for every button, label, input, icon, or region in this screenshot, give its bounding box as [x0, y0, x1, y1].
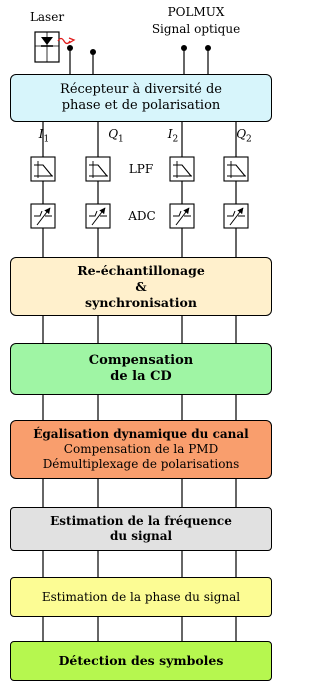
channel-label-i2: $I_2$	[167, 127, 179, 145]
resampling-block	[10, 257, 272, 316]
lpf-label: LPF	[128, 162, 154, 176]
eq-title: Égalisation dynamique du canal	[33, 427, 249, 441]
cd-line2: de la CD	[110, 369, 172, 384]
eq-line3: Démultiplexage de polarisations	[42, 457, 240, 471]
detect-label: Détection des symboles	[58, 653, 224, 668]
freq-line2: du signal	[109, 529, 173, 543]
receiver-line2: phase et de polarisation	[61, 98, 221, 113]
cd-compensation-block	[10, 343, 272, 395]
polmux-label: POLMUX	[167, 5, 225, 19]
laser-label: Laser	[29, 10, 65, 24]
channel-label-q2: $Q_2$	[236, 127, 252, 145]
channel-label-i1: $I_1$	[38, 127, 50, 145]
channel-lines	[43, 122, 236, 257]
cd-line1: Compensation	[88, 353, 194, 368]
eq-line2: Compensation de la PMD	[63, 442, 219, 456]
resampling-line3: synchronisation	[85, 294, 197, 310]
resampling-line1: Re-échantillonage	[77, 262, 205, 278]
optical-connector-icon	[67, 45, 211, 74]
equalization-block	[10, 420, 272, 479]
channel-label-q1: $Q_1$	[108, 127, 124, 145]
adc-label: ADC	[128, 209, 156, 223]
freq-line1: Estimation de la fréquence	[50, 514, 232, 528]
receiver-line1: Récepteur à diversité de	[60, 82, 222, 97]
symbol-detection-block	[10, 641, 272, 681]
frequency-estimation-block	[10, 507, 272, 551]
phase-estimation-block	[10, 577, 272, 617]
resampling-line2: &	[135, 278, 147, 294]
receiver-block	[10, 74, 272, 122]
signal-label: Signal optique	[151, 22, 241, 36]
phase-label: Estimation de la phase du signal	[41, 589, 241, 604]
